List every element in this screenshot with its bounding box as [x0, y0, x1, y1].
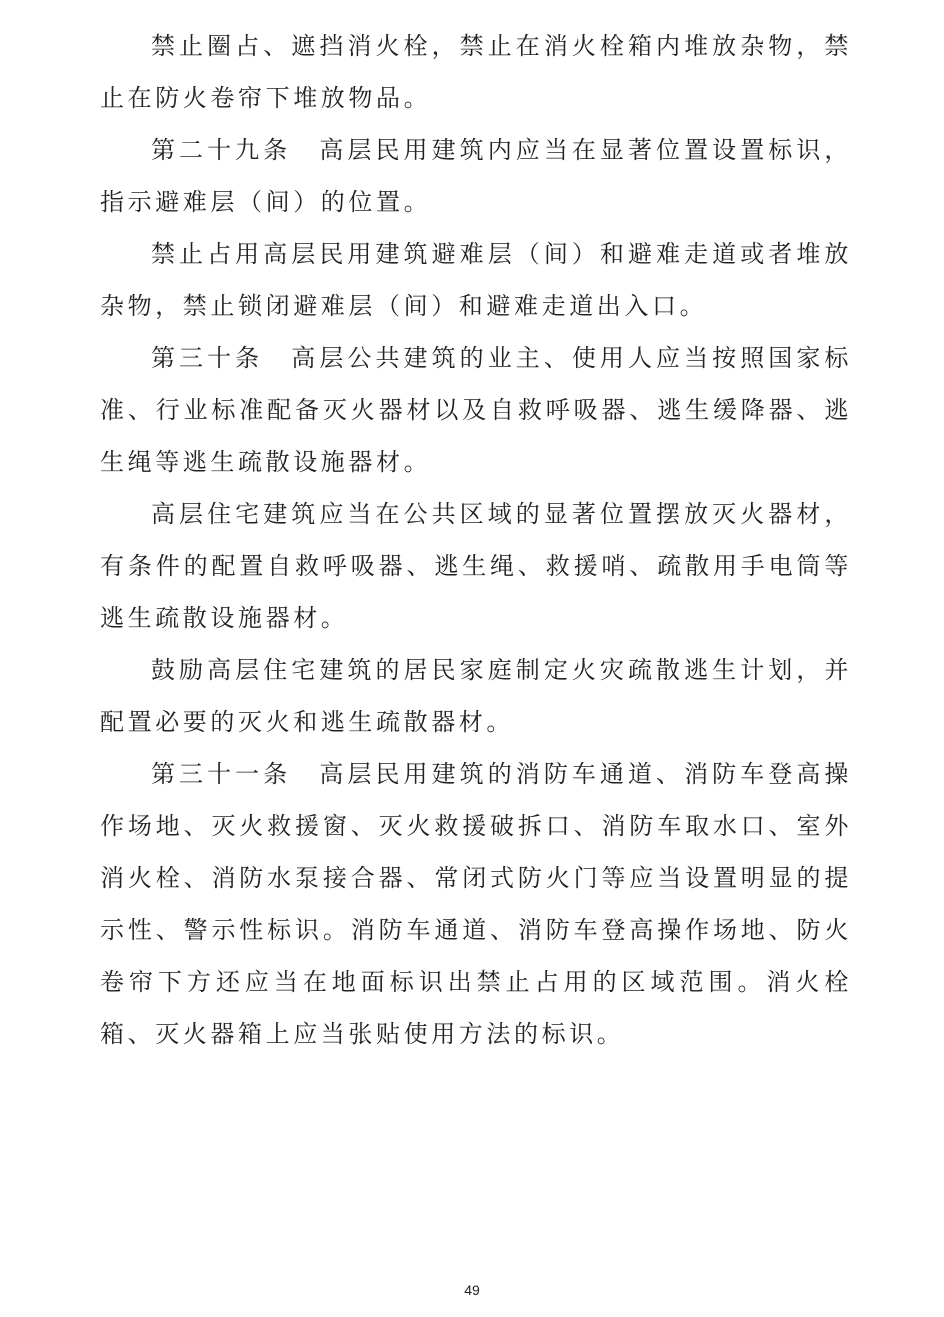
paragraph-household-evacuation-plan: 鼓励高层住宅建筑的居民家庭制定火灾疏散逃生计划，并配置必要的灭火和逃生疏散器材。: [100, 656, 852, 736]
paragraph-article-31: 第三十一条 高层民用建筑的消防车通道、消防车登高操作场地、灭火救援窗、灭火救援破拆口、消防车取水口、室外消火栓、消防水泵接合器、常闭式防火门等应当设置明显的提示性、警示性标识。消防车通道、消防车登高操作场地、防火卷帘下方还应当在地面标识出禁止占用的区域范围。消火栓箱、灭火器箱上应当张贴使用方法的标识。: [100, 760, 852, 1048]
paragraph-article-29: 第二十九条 高层民用建筑内应当在显著位置设置标识，指示避难层（间）的位置。: [100, 136, 852, 216]
paragraph-article-30: 第三十条 高层公共建筑的业主、使用人应当按照国家标准、行业标准配备灭火器材以及自救呼吸器、逃生缓降器、逃生绳等逃生疏散设施器材。: [100, 344, 852, 476]
paragraph-refuge-floor-prohibition: 禁止占用高层民用建筑避难层（间）和避难走道或者堆放杂物，禁止锁闭避难层（间）和避难走道出入口。: [100, 240, 852, 320]
paragraph-residential-equipment: 高层住宅建筑应当在公共区域的显著位置摆放灭火器材，有条件的配置自救呼吸器、逃生绳、救援哨、疏散用手电筒等逃生疏散设施器材。: [100, 500, 852, 632]
paragraph-hydrant-obstruction: 禁止圈占、遮挡消火栓，禁止在消火栓箱内堆放杂物，禁止在防火卷帘下堆放物品。: [100, 32, 852, 112]
page-number: 49: [464, 1282, 480, 1298]
document-body: [100, 20, 852, 1060]
